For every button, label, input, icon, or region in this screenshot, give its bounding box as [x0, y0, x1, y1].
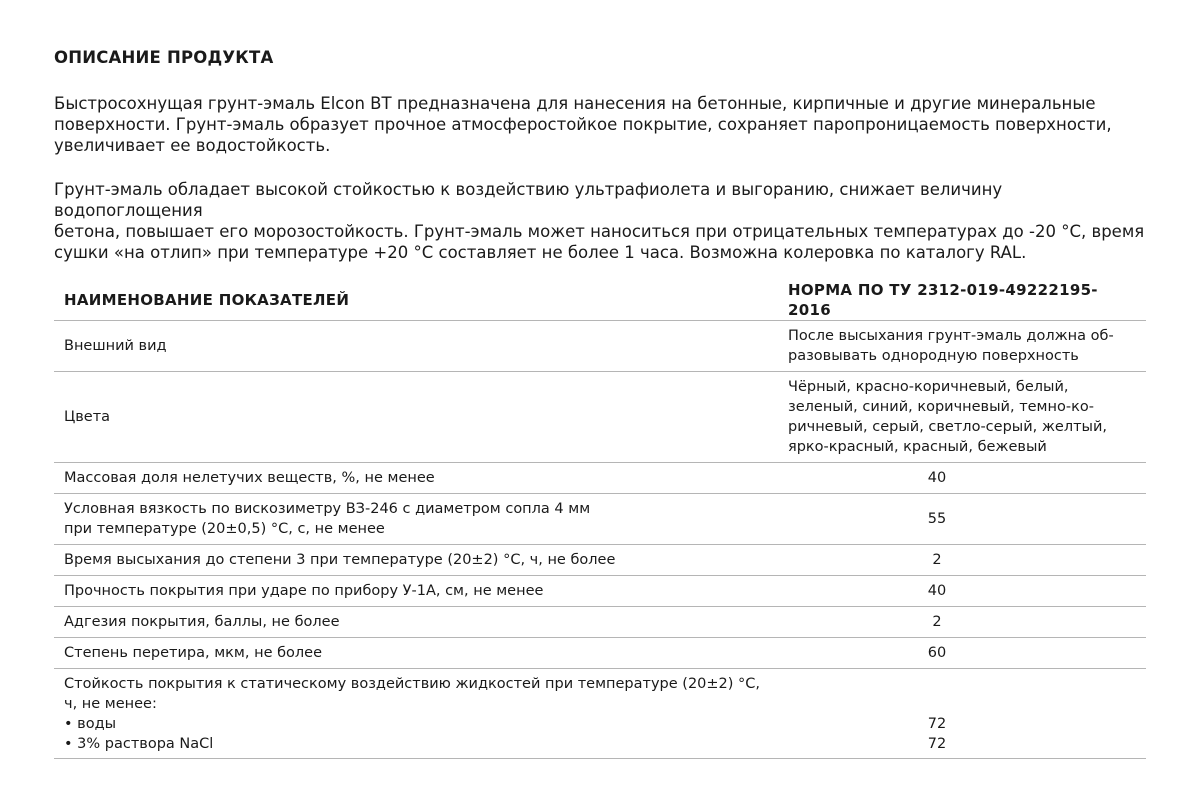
cell-line: 2: [932, 552, 942, 568]
specifications-table: [54, 280, 1146, 759]
cell-line: • воды: [64, 716, 117, 732]
table-row: [54, 372, 1146, 463]
norm-header: НОРМА ПО ТУ 2312-019-49222195-2016: [780, 280, 1146, 321]
cell-line: Массовая доля нелетучих веществ, %, не менее: [64, 470, 435, 486]
product-description-title: ОПИСАНИЕ ПРОДУКТА: [54, 48, 274, 67]
norm-value: [780, 372, 1146, 463]
cell-line: 72: [927, 736, 947, 752]
indicator-name: [54, 372, 780, 463]
table-row: [54, 463, 1146, 494]
table-row: [54, 321, 1146, 372]
cell-line: Время высыхания до степени 3 при температуре (20±2) °С, ч, не более: [64, 552, 616, 568]
cell-line: Чёрный, красно-коричневый, белый,: [788, 379, 1069, 395]
cell-line: Прочность покрытия при ударе по прибору У-1А, см, не менее: [64, 583, 544, 599]
indicator-name: [54, 576, 780, 607]
norm-value: [780, 576, 1146, 607]
text-line: Грунт-эмаль обладает высокой стойкостью к воздействию ультрафиолета и выгоранию, снижает величину водопоглощения: [54, 180, 1003, 220]
description-paragraph-2: [54, 179, 1154, 263]
cell-line: разовывать однородную поверхность: [788, 348, 1079, 364]
cell-line: ч, не менее:: [64, 696, 157, 712]
norm-value: [780, 607, 1146, 638]
cell-line: Условная вязкость по вискозиметру ВЗ-246 с диаметром сопла 4 мм: [64, 501, 591, 517]
indicator-name: [54, 545, 780, 576]
indicator-name: [54, 669, 780, 759]
cell-line: • 3% раствора NaCl: [64, 736, 214, 752]
norm-value: [780, 321, 1146, 372]
cell-line: Внешний вид: [64, 338, 167, 354]
cell-line: Стойкость покрытия к статическому воздействию жидкостей при температуре (20±2) °С,: [64, 676, 761, 692]
cell-line: 2: [932, 614, 942, 630]
cell-line: После высыхания грунт-эмаль должна об-: [788, 328, 1114, 344]
norm-value: [780, 494, 1146, 545]
cell-line: 40: [927, 470, 947, 486]
cell-line: 55: [927, 511, 947, 527]
text-line: Быстросохнущая грунт-эмаль Elcon BT предназначена для нанесения на бетонные, кирпичные и другие минеральные: [54, 94, 1096, 113]
indicator-name: [54, 321, 780, 372]
indicator-name: [54, 607, 780, 638]
cell-line: при температуре (20±0,5) °С, с, не менее: [64, 521, 385, 537]
cell-line: зеленый, синий, коричневый, темно-ко-: [788, 399, 1094, 415]
table-row: [54, 576, 1146, 607]
table-row: [54, 494, 1146, 545]
description-paragraph-1: [54, 93, 1154, 156]
norm-value: [780, 463, 1146, 494]
indicator-name: [54, 463, 780, 494]
cell-line: Цвета: [64, 409, 111, 425]
cell-line: Адгезия покрытия, баллы, не более: [64, 614, 340, 630]
text-line: поверхности. Грунт-эмаль образует прочное атмосферостойкое покрытие, сохраняет паропроницаемость поверхности,: [54, 115, 1112, 134]
cell-line: ричневый, серый, светло-серый, желтый,: [788, 419, 1108, 435]
table-row: [54, 607, 1146, 638]
cell-line: 40: [927, 583, 947, 599]
cell-line: 72: [927, 716, 947, 732]
text-line: бетона, повышает его морозостойкость. Грунт-эмаль может наноситься при отрицательных температурах до -20 °С, время: [54, 222, 1145, 241]
norm-value: [780, 545, 1146, 576]
table-row: [54, 638, 1146, 669]
table-header-row: [54, 280, 1146, 321]
cell-line: ярко-красный, красный, бежевый: [788, 439, 1047, 455]
text-line: сушки «на отлип» при температуре +20 °С составляет не более 1 часа. Возможна колеровка по каталогу RAL.: [54, 243, 1027, 262]
cell-line: Степень перетира, мкм, не более: [64, 645, 323, 661]
indicator-name: [54, 638, 780, 669]
text-line: увеличивает ее водостойкость.: [54, 136, 331, 155]
table-row: [54, 545, 1146, 576]
norm-value: [780, 638, 1146, 669]
indicator-name: [54, 494, 780, 545]
cell-line: 60: [927, 645, 947, 661]
norm-value: [780, 669, 1146, 759]
table-row: [54, 669, 1146, 759]
indicator-name-header: НАИМЕНОВАНИЕ ПОКАЗАТЕЛЕЙ: [54, 280, 780, 321]
